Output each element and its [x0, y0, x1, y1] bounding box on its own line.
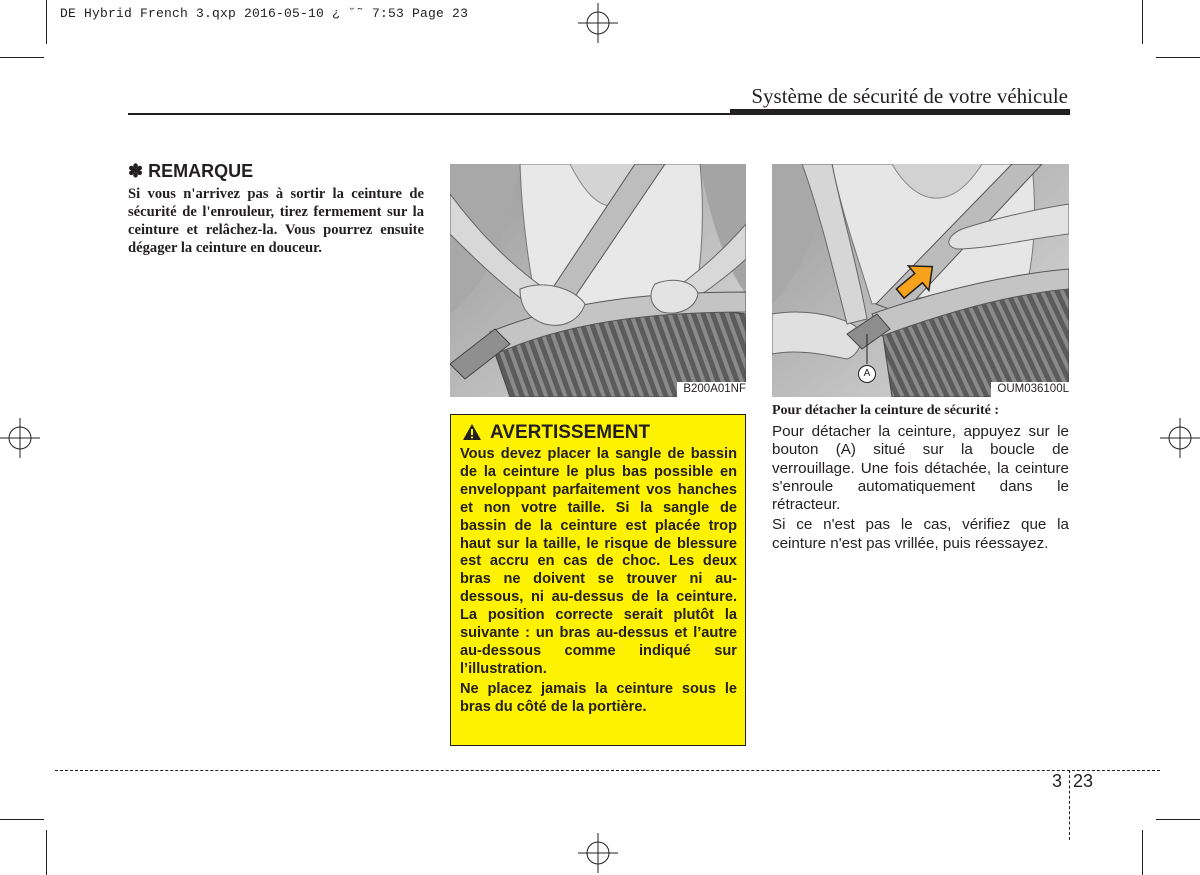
- crop-mark: [1156, 57, 1200, 58]
- lap-belt-illustration: [450, 164, 746, 397]
- note-title: [128, 161, 253, 182]
- crop-mark: [1156, 819, 1200, 820]
- figure-release-buckle: [772, 164, 1069, 397]
- running-head: Système de sécurité de votre véhicule: [751, 84, 1068, 108]
- footer-divider: [1069, 770, 1070, 840]
- warning-title: AVERTISSEMENT: [490, 422, 651, 443]
- page-number: 23: [1073, 771, 1094, 791]
- figure-lap-belt: [450, 164, 746, 397]
- callout-a-marker: [858, 365, 876, 383]
- warning-box: [450, 414, 746, 746]
- header-rule-thick: [730, 109, 1070, 115]
- note-body: Si vous n'arrivez pas à sortir la ceinture de sécurité de l'enrouleur, tirez fermement sur la ceinture et relâchez-la. Vous pourrez ensuite dégager la ceinture en douceur.: [128, 186, 424, 256]
- release-body: [772, 423, 1069, 553]
- crop-mark: [0, 819, 44, 820]
- header-rule: [128, 113, 730, 115]
- warning-triangle-icon: [462, 423, 482, 441]
- crop-mark: [1142, 830, 1143, 875]
- warning-paragraph: Vous devez placer la sangle de bassin de la ceinture le plus bas possible en enveloppant parfaitement vos hanches et non votre taille. Si la sangle de bassin de la ceinture est placée trop haut sur la taille, le risque de blessure est accru en cas de choc. Les deux bras ne doivent se trouver ni au-dessous, ni au-dessus de la ceinture. La position correcte serait plutôt la suivante : un bras au-dessus et l’autre au-dessous comme indiqué sur l’illustration.: [460, 446, 737, 677]
- registration-mark-icon: [1160, 418, 1200, 458]
- callout-a-label: A: [863, 368, 871, 379]
- warning-heading: [462, 422, 650, 444]
- crop-mark: [0, 57, 44, 58]
- release-title: Pour détacher la ceinture de sécurité :: [772, 403, 1000, 418]
- warning-body: [460, 446, 737, 717]
- crop-mark: [46, 0, 47, 44]
- registration-mark-icon: [578, 3, 618, 43]
- figure-code: OUM036100L: [991, 382, 1069, 397]
- release-paragraph: Pour détacher la ceinture, appuyez sur le bouton (A) situé sur la boucle de verrouillage. Une fois détachée, la ceinture s'enroule automatiquement dans le rétracteur.: [772, 423, 1069, 514]
- note-symbol-icon: ✽: [128, 161, 144, 181]
- warning-paragraph: Ne placez jamais la ceinture sous le bras du côté de la portière.: [460, 680, 737, 715]
- footer-rule: [55, 770, 1160, 771]
- note-title-text: REMARQUE: [148, 161, 254, 181]
- print-slug: DE Hybrid French 3.qxp 2016-05-10 ¿ ˘˜ 7:53 Page 23: [60, 6, 469, 21]
- release-buckle-illustration: [772, 164, 1069, 397]
- crop-mark: [1142, 0, 1143, 44]
- release-paragraph: Si ce n'est pas le cas, vérifiez que la ceinture n'est pas vrillée, puis réessayez.: [772, 516, 1069, 552]
- figure-code: B200A01NF: [677, 382, 746, 397]
- section-number: 3: [1052, 771, 1063, 791]
- registration-mark-icon: [578, 833, 618, 873]
- crop-mark: [46, 830, 47, 875]
- registration-mark-icon: [0, 418, 40, 458]
